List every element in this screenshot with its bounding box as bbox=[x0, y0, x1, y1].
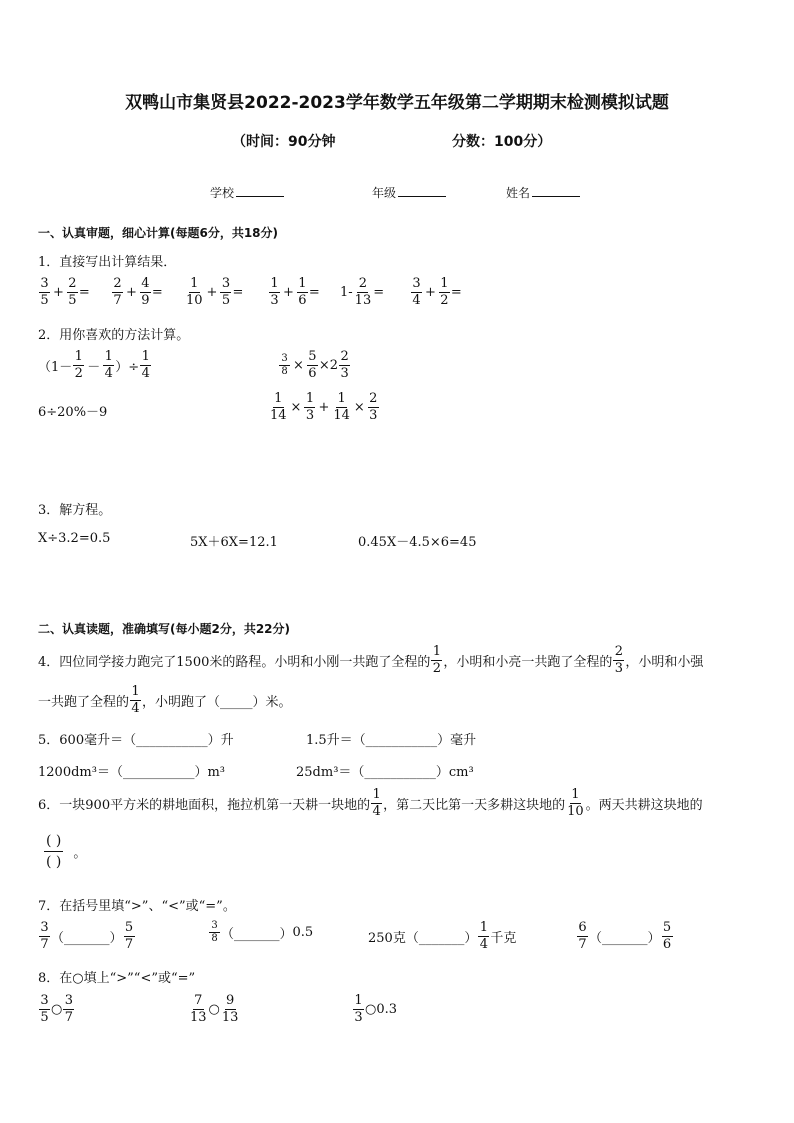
q1-item-1 bbox=[38, 276, 90, 309]
math-text: × bbox=[293, 358, 304, 373]
math-text: 0.5 bbox=[292, 925, 314, 940]
fraction bbox=[297, 276, 308, 309]
math-text: = bbox=[308, 285, 320, 300]
denominator: 14 bbox=[270, 408, 287, 423]
school-field bbox=[210, 182, 284, 201]
q2-expr-4 bbox=[268, 391, 380, 424]
fraction bbox=[353, 993, 364, 1026]
denominator: 7 bbox=[64, 1010, 73, 1025]
q8-prompt: 8．在○填上“>”“<”或“=” bbox=[38, 971, 196, 986]
score-label: 分数：100分） bbox=[452, 134, 552, 150]
fraction bbox=[662, 920, 673, 953]
q1-item-5 bbox=[340, 276, 384, 309]
fraction bbox=[220, 276, 231, 309]
denominator: 3 bbox=[369, 408, 378, 423]
fraction bbox=[63, 993, 74, 1026]
numerator: 5 bbox=[124, 920, 134, 935]
answer-fraction-blank: $\frac{( )}{( )}$ bbox=[46, 833, 62, 870]
fraction bbox=[439, 276, 450, 309]
math-text: + bbox=[318, 400, 330, 415]
denominator: 14 bbox=[333, 408, 350, 423]
math-text: × bbox=[353, 400, 365, 415]
numerator: 1 bbox=[440, 276, 449, 291]
denominator: 6 bbox=[298, 293, 307, 308]
q2-expr-2 bbox=[278, 349, 351, 382]
q7-blank-2[interactable]: （_______） bbox=[221, 927, 293, 942]
school-label: 学校 bbox=[210, 186, 235, 200]
math-text: 。两天共耕这块地的 bbox=[585, 798, 703, 813]
math-text: ，小明和小强 bbox=[625, 655, 704, 670]
denominator: 10 bbox=[186, 293, 203, 308]
numerator: 1 bbox=[337, 391, 346, 406]
q7-item-3 bbox=[368, 920, 516, 953]
denominator: 8 bbox=[211, 933, 218, 944]
denominator: 6 bbox=[662, 937, 672, 952]
fraction bbox=[279, 353, 290, 378]
q7-item-4 bbox=[576, 920, 674, 953]
q3-equation-2: 5X＋6X=12.1 bbox=[190, 535, 278, 550]
numerator: 3 bbox=[209, 920, 220, 933]
math-text: = bbox=[151, 285, 163, 300]
numerator: 1 bbox=[354, 993, 363, 1008]
q2-expr-3: 6÷20%－9 bbox=[38, 405, 108, 420]
fraction bbox=[103, 349, 114, 382]
fraction bbox=[566, 787, 585, 820]
grade-blank[interactable] bbox=[398, 182, 446, 197]
fraction bbox=[140, 349, 151, 382]
fraction bbox=[39, 993, 50, 1026]
numerator: 4 bbox=[141, 276, 150, 291]
fraction bbox=[140, 276, 151, 309]
q4-answer-blank[interactable]: ，小明跑了（_____）米。 bbox=[142, 695, 292, 710]
math-text: （1－ bbox=[38, 360, 73, 375]
denominator: 7 bbox=[113, 293, 122, 308]
q7-prompt: 7．在括号里填“>”、“<”或“=”。 bbox=[38, 899, 236, 914]
denominator: 5 bbox=[221, 293, 231, 308]
numerator: 1 bbox=[372, 787, 381, 802]
q1-item-3 bbox=[184, 276, 243, 309]
fraction bbox=[478, 920, 489, 953]
q8-item-3 bbox=[352, 993, 397, 1026]
fraction bbox=[613, 644, 624, 677]
math-text: 4．四位同学接力跑完了1500米的路程。小明和小刚一共跑了全程的 bbox=[38, 655, 431, 670]
fraction bbox=[431, 644, 442, 677]
fraction bbox=[209, 920, 220, 945]
math-text: 。 bbox=[73, 846, 87, 861]
math-text: + bbox=[425, 285, 436, 300]
q8-circle-1[interactable]: ○ bbox=[51, 1002, 63, 1017]
grade-label: 年级 bbox=[372, 186, 397, 200]
name-field bbox=[506, 182, 580, 201]
fraction bbox=[332, 391, 351, 424]
math-text: 1- bbox=[340, 285, 353, 300]
math-text: 一共跑了全程的 bbox=[38, 695, 130, 710]
fraction bbox=[354, 276, 373, 309]
fraction bbox=[185, 276, 204, 309]
q2-expr-1 bbox=[38, 349, 152, 382]
denominator: 5 bbox=[68, 293, 77, 308]
math-text: + bbox=[283, 285, 294, 300]
numerator: 3 bbox=[40, 920, 49, 935]
denominator: 4 bbox=[372, 804, 381, 819]
q7-blank-3[interactable]: （_______） bbox=[405, 931, 478, 946]
numerator: 2 bbox=[358, 276, 368, 291]
denominator: 3 bbox=[614, 661, 624, 676]
numerator: 1 bbox=[432, 644, 441, 659]
fraction bbox=[112, 276, 123, 309]
numerator: 1 bbox=[270, 276, 279, 291]
q4-line-1 bbox=[38, 644, 703, 677]
denominator: 4 bbox=[104, 366, 113, 381]
fraction bbox=[124, 920, 135, 953]
numerator: 1 bbox=[571, 787, 580, 802]
math-text: 6．一块900平方米的耕地面积，拖拉机第一天耕一块地的 bbox=[38, 798, 371, 813]
time-label: （时间：90分钟 bbox=[232, 134, 336, 150]
denominator: 3 bbox=[354, 1010, 363, 1025]
denominator: 4 bbox=[479, 937, 488, 952]
denominator: 4 bbox=[131, 701, 140, 716]
q1-item-2 bbox=[111, 276, 163, 309]
fraction bbox=[339, 349, 350, 382]
q8-circle-3[interactable]: ○ bbox=[365, 1002, 377, 1017]
math-text: ×2 bbox=[318, 358, 339, 373]
fraction bbox=[304, 391, 315, 424]
denominator: 4 bbox=[412, 293, 421, 308]
fraction bbox=[39, 276, 50, 309]
denominator: 7 bbox=[124, 937, 134, 952]
numerator: 1 bbox=[141, 349, 150, 364]
denominator: 6 bbox=[308, 366, 317, 381]
fraction bbox=[269, 391, 288, 424]
denominator: 5 bbox=[40, 293, 49, 308]
math-text: + bbox=[126, 285, 137, 300]
q8-item-1 bbox=[38, 993, 75, 1026]
q7-blank-4[interactable]: （_______） bbox=[589, 931, 661, 946]
denominator: 3 bbox=[340, 366, 349, 381]
q5-item-2[interactable]: 1.5升＝（___________）毫升 bbox=[306, 733, 477, 748]
math-text: + bbox=[206, 285, 218, 300]
numerator: 9 bbox=[226, 993, 235, 1008]
denominator: 3 bbox=[270, 293, 279, 308]
numerator: 1 bbox=[74, 349, 83, 364]
denominator: 2 bbox=[432, 661, 441, 676]
denominator: 10 bbox=[567, 804, 584, 819]
fraction bbox=[39, 920, 50, 953]
denominator: 13 bbox=[190, 1010, 207, 1025]
denominator: 5 bbox=[40, 1010, 49, 1025]
numerator: 5 bbox=[308, 349, 317, 364]
math-text: 千克 bbox=[490, 931, 517, 946]
q8-item-2 bbox=[188, 993, 240, 1026]
numerator: 5 bbox=[662, 920, 672, 935]
fraction bbox=[130, 684, 141, 717]
numerator: 3 bbox=[40, 276, 49, 291]
fraction bbox=[73, 349, 84, 382]
numerator: 7 bbox=[194, 993, 203, 1008]
numerator: 3 bbox=[40, 993, 49, 1008]
q5-item-4[interactable]: 25dm³＝（___________）cm³ bbox=[296, 765, 474, 780]
section2-heading: 二、认真读题，准确填写(每小题2分，共22分) bbox=[38, 622, 291, 636]
fraction bbox=[577, 920, 588, 953]
math-text: + bbox=[53, 285, 64, 300]
fraction bbox=[411, 276, 422, 309]
numerator: 2 bbox=[113, 276, 122, 291]
math-text: = bbox=[450, 285, 462, 300]
math-text: 0.3 bbox=[376, 1002, 398, 1017]
q4-line-2 bbox=[38, 684, 292, 717]
denominator: 2 bbox=[74, 366, 83, 381]
numerator: 1 bbox=[305, 391, 315, 406]
numerator: 2 bbox=[369, 391, 378, 406]
math-text: ，小明和小亮一共跑了全程的 bbox=[443, 655, 613, 670]
q7-item-1 bbox=[38, 920, 136, 953]
page-title: 双鸭山市集贤县2022-2023学年数学五年级第二学期期末检测模拟试题 bbox=[125, 93, 669, 113]
q8-circle-2[interactable]: ○ bbox=[208, 1002, 220, 1017]
numerator: 3 bbox=[221, 276, 231, 291]
denominator: 8 bbox=[281, 366, 288, 377]
numerator: 2 bbox=[68, 276, 77, 291]
name-label: 姓名 bbox=[506, 186, 531, 200]
fraction bbox=[189, 993, 208, 1026]
numerator: 1 bbox=[298, 276, 307, 291]
math-text: 250克 bbox=[368, 931, 406, 946]
numerator: 1 bbox=[190, 276, 199, 291]
denominator: 3 bbox=[305, 408, 315, 423]
numerator: 6 bbox=[578, 920, 587, 935]
denominator: 13 bbox=[354, 293, 372, 308]
q1-item-4 bbox=[268, 276, 320, 309]
fraction bbox=[307, 349, 318, 382]
q5-item-3[interactable]: 1200dm³＝（___________）m³ bbox=[38, 765, 225, 780]
fraction bbox=[269, 276, 280, 309]
section1-heading: 一、认真审题，细心计算(每题6分，共18分) bbox=[38, 226, 279, 240]
q3-equation-1: X÷3.2=0.5 bbox=[38, 531, 111, 546]
denominator: 4 bbox=[141, 366, 150, 381]
math-text: = bbox=[78, 285, 90, 300]
numerator: 2 bbox=[340, 349, 349, 364]
math-text: = bbox=[232, 285, 244, 300]
fraction bbox=[368, 391, 379, 424]
numerator: 1 bbox=[274, 391, 283, 406]
grade-field bbox=[372, 182, 446, 201]
fraction bbox=[371, 787, 382, 820]
q1-item-6 bbox=[410, 276, 462, 309]
fraction bbox=[221, 993, 240, 1026]
denominator: 13 bbox=[221, 1010, 239, 1025]
q6-line-1 bbox=[38, 787, 703, 820]
math-text: ，第二天比第一天多耕这块地的 bbox=[383, 798, 566, 813]
q5-item-1[interactable]: 5．600毫升＝（___________）升 bbox=[38, 733, 234, 748]
math-text: ）÷ bbox=[115, 360, 140, 375]
numerator: 1 bbox=[104, 349, 113, 364]
fraction bbox=[67, 276, 78, 309]
denominator: 7 bbox=[578, 937, 587, 952]
q3-equation-3: 0.45X－4.5×6=45 bbox=[358, 535, 477, 550]
q7-item-2 bbox=[208, 920, 313, 945]
q2-prompt: 2．用你喜欢的方法计算。 bbox=[38, 328, 190, 343]
numerator: 1 bbox=[131, 684, 140, 699]
q6-answer[interactable] bbox=[44, 831, 86, 872]
denominator: 7 bbox=[40, 937, 49, 952]
name-blank[interactable] bbox=[532, 182, 580, 197]
q1-prompt: 1．直接写出计算结果． bbox=[38, 255, 177, 270]
math-text: × bbox=[290, 400, 302, 415]
denominator: 9 bbox=[141, 293, 150, 308]
q3-prompt: 3．解方程。 bbox=[38, 503, 112, 518]
numerator: 2 bbox=[614, 644, 624, 659]
q7-blank-1[interactable]: （_______） bbox=[51, 931, 123, 946]
school-blank[interactable] bbox=[236, 182, 284, 197]
numerator: 1 bbox=[479, 920, 488, 935]
math-text: － bbox=[87, 360, 101, 375]
numerator: 3 bbox=[412, 276, 421, 291]
numerator: 3 bbox=[279, 353, 290, 366]
math-text: = bbox=[373, 285, 385, 300]
numerator: 3 bbox=[64, 993, 73, 1008]
denominator: 2 bbox=[440, 293, 449, 308]
